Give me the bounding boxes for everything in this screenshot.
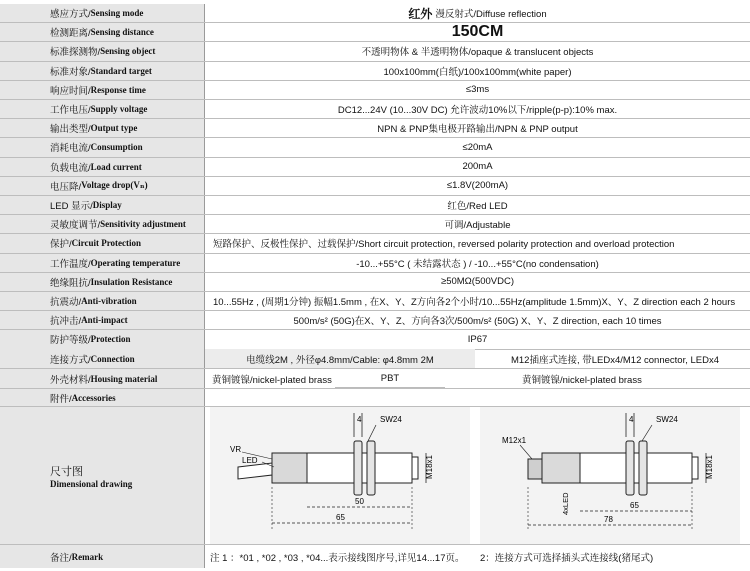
spec-row <box>0 215 750 234</box>
spec-row <box>0 292 750 311</box>
conn-sw-label: SW24 <box>656 415 678 424</box>
conn-nut-1 <box>626 441 634 495</box>
sensor-cap <box>272 453 307 483</box>
housing-connector-material: 黄铜镀镍/nickel-plated brass <box>522 374 642 386</box>
spec-value-text: NPN & PNP集电极开路输出/NPN & PNP output <box>377 124 578 136</box>
spec-label-zh: 抗震动/ <box>50 297 82 309</box>
conn-m18-label: M18x1 <box>705 454 714 479</box>
remark-note-1: 注 1 ：*01 , *02 , *03 , *04...表示接线图序号,详见14...17页。 <box>210 552 465 564</box>
nut-2 <box>367 441 375 495</box>
spec-value-text: 可调/Adjustable <box>444 220 511 232</box>
connector-sensor-drawing <box>480 407 740 544</box>
spec-value <box>205 292 750 310</box>
sw-label: SW24 <box>380 415 402 424</box>
spec-value <box>205 196 750 214</box>
cable-shape <box>238 463 272 479</box>
spec-label-zh: LED 显示/ <box>50 201 93 213</box>
spec-label-en: Anti-vibration <box>81 296 137 307</box>
sw-leader <box>368 425 376 441</box>
spec-value-text: ≤20mA <box>462 141 493 153</box>
spec-row <box>0 158 750 177</box>
housing-label: 外壳材料/ Housing material <box>0 369 205 388</box>
spec-label <box>0 42 205 60</box>
spec-label-zh: 检测距离/ <box>50 28 91 40</box>
spec-label-zh: 绝缘阻抗/ <box>50 277 91 289</box>
spec-value <box>205 177 750 195</box>
spec-value-text: 10...55Hz , (周期1分钟) 振幅1.5mm , 在X、Y、Z方向各2个小时/10...55Hz(amplitude 1.5mm)X、Y、Z direction each 2 hours <box>213 297 736 309</box>
spec-label-zh: 响应时间/ <box>50 85 91 97</box>
m18-label: M18x1 <box>425 454 434 479</box>
spec-row <box>0 81 750 100</box>
spec-label <box>0 158 205 176</box>
spec-value <box>205 81 750 99</box>
cable-sensor-drawing <box>210 407 470 544</box>
spec-value <box>205 311 750 329</box>
spec-value <box>205 4 750 22</box>
led-count-label: 4xLED <box>561 492 570 515</box>
spec-label-zh: 标准探测物/ <box>50 47 101 59</box>
spec-label <box>0 62 205 80</box>
spec-label-zh: 消耗电流/ <box>50 143 91 155</box>
spec-label <box>0 177 205 195</box>
remark-label: 备注/ Remark <box>0 545 205 568</box>
spec-value-text: 红色/Red LED <box>447 201 508 213</box>
spec-value <box>205 119 750 137</box>
spec-value <box>205 100 750 118</box>
spec-row <box>0 138 750 157</box>
spec-row <box>0 42 750 61</box>
nut-1 <box>354 441 362 495</box>
spec-value <box>205 254 750 272</box>
spec-label-zh: 负载电流/ <box>50 162 91 174</box>
spec-row <box>0 330 750 349</box>
spec-value-text: -10...+55°C ( 未结露状态 ) / -10...+55°C(no condensation) <box>356 258 599 270</box>
spec-label <box>0 138 205 156</box>
top-dim-label: 4 <box>357 415 362 424</box>
conn-sensor-cap <box>542 453 580 483</box>
spec-label <box>0 330 205 348</box>
spec-label-zh: 灵敏度调节/ <box>50 220 101 232</box>
spec-label-en: Sensing distance <box>90 27 154 38</box>
m12-leader <box>520 445 532 459</box>
spec-value-text: IP67 <box>467 333 488 345</box>
spec-label-en: Supply voltage <box>90 104 148 115</box>
spec-label-en: Voltage drop(Vₙ) <box>81 180 148 191</box>
spec-label <box>0 100 205 118</box>
spec-label-en: Output type <box>90 123 138 134</box>
spec-label <box>0 196 205 214</box>
spec-row <box>0 273 750 292</box>
spec-value <box>205 234 750 252</box>
connection-label: 连接方式/ Connection <box>0 349 205 368</box>
spec-label <box>0 215 205 233</box>
spec-value <box>205 330 750 348</box>
spec-value-bold: 红外 <box>408 6 433 21</box>
dimensional-row <box>0 407 750 544</box>
remark-note-2: 2：连接方式可选择插头式连接线(猪尾式) <box>480 552 654 564</box>
spec-label-en: Protection <box>90 334 131 345</box>
spec-value-text: ≥50MΩ(500VDC) <box>440 276 515 288</box>
spec-label-en: Insulation Resistance <box>90 276 173 287</box>
spec-label <box>0 292 205 310</box>
spec-label-zh: 电压降/ <box>50 181 82 193</box>
spec-label-zh: 标准对象/ <box>50 66 91 78</box>
spec-value <box>205 215 750 233</box>
spec-value-text: 100x100mm(白纸)/100x100mm(white paper) <box>383 66 572 78</box>
spec-label-zh: 感应方式/ <box>50 9 91 21</box>
m12-connector <box>528 459 542 479</box>
spec-label <box>0 273 205 291</box>
conn-thread-end <box>692 457 698 479</box>
spec-row <box>0 23 750 42</box>
spec-value-text: 不透明物体 & 半透明物体/opaque & translucent objects <box>361 47 594 59</box>
housing-cable-material: 黄铜镀镍/nickel-plated brass <box>212 374 332 386</box>
spec-row <box>0 311 750 330</box>
spec-row <box>0 4 750 23</box>
dim-65b-label: 65 <box>630 501 639 510</box>
spec-value-text: ≤3ms <box>465 84 490 96</box>
dim-65-label: 65 <box>336 513 345 522</box>
remark-row <box>0 544 750 568</box>
spec-label <box>0 234 205 252</box>
conn-sw-leader <box>642 425 652 441</box>
spec-value-rest: 漫反射式/Diffuse reflection <box>435 9 547 21</box>
m12-label: M12x1 <box>502 436 527 445</box>
conn-top-dim-label: 4 <box>629 415 634 424</box>
connector-sensor-svg <box>480 407 740 544</box>
spec-label-zh: 防护等级/ <box>50 335 91 347</box>
conn-nut-2 <box>639 441 647 495</box>
spec-label-en: Sensing mode <box>90 8 144 19</box>
spec-value <box>205 42 750 60</box>
spec-label-en: Consumption <box>90 142 143 153</box>
spec-value <box>205 62 750 80</box>
spec-value <box>205 158 750 176</box>
spec-label <box>0 81 205 99</box>
led-label: LED <box>242 456 258 465</box>
accessories-label: 附件/ Accessories <box>0 389 205 406</box>
spec-row <box>0 119 750 138</box>
spec-row <box>0 234 750 253</box>
connection-row <box>0 349 750 369</box>
spec-value-text: DC12...24V (10...30V DC) 允许波动10%以下/ripple(p-p):10% max. <box>337 105 618 117</box>
spec-row <box>0 254 750 273</box>
spec-label-en: Operating temperature <box>90 257 181 268</box>
vr-label: VR <box>230 445 242 454</box>
spec-value-text: 200mA <box>462 161 493 173</box>
spec-value-text: 500m/s² (50G)在X、Y、Z、方向各3次/500m/s² (50G) X、Y、Z direction, each 10 times <box>293 316 662 328</box>
connection-connector: M12插座式连接, 带LEDx4/M12 connector, LEDx4 <box>510 354 720 366</box>
spec-value-text: ≤1.8V(200mA) <box>446 180 509 192</box>
spec-label <box>0 4 205 22</box>
spec-label-zh: 工作电压/ <box>50 105 91 117</box>
spec-value <box>205 23 750 41</box>
spec-label-en: Display <box>92 200 122 211</box>
accessories-row <box>0 389 750 407</box>
spec-label-en: Anti-impact <box>81 315 128 326</box>
dim-78-label: 78 <box>604 515 613 524</box>
thread-end <box>412 457 418 479</box>
spec-label-en: Response time <box>90 84 146 95</box>
housing-row <box>0 369 750 389</box>
spec-label-zh: 输出类型/ <box>50 124 91 136</box>
cable-sensor-svg <box>210 407 470 544</box>
spec-label-en: Load current <box>90 161 142 172</box>
spec-label-en: Sensing object <box>100 46 156 57</box>
spec-label <box>0 119 205 137</box>
spec-value-text: 短路保护、反极性保护、过载保护/Short circuit protection, reversed polarity protection and overload protection <box>213 239 675 251</box>
spec-value-text: 150CM <box>451 23 504 41</box>
spec-row <box>0 177 750 196</box>
spec-label-en: Standard target <box>90 65 152 76</box>
dimensional-label: 尺寸图 Dimensional drawing <box>0 407 205 544</box>
spec-label <box>0 254 205 272</box>
spec-label-zh: 工作温度/ <box>50 258 91 270</box>
spec-row <box>0 196 750 215</box>
spec-row <box>0 100 750 119</box>
spec-row <box>0 62 750 81</box>
spec-label-zh: 保护/ <box>50 239 72 251</box>
spec-label-en: Circuit Protection <box>71 238 142 249</box>
spec-value <box>205 273 750 291</box>
spec-label-zh: 抗冲击/ <box>50 316 82 328</box>
housing-pbt: PBT <box>335 369 445 388</box>
dim-50-label: 50 <box>355 497 364 506</box>
connection-cable: 电缆线2M , 外径φ4.8mm/Cable: φ4.8mm 2M <box>205 349 475 368</box>
spec-label-en: Sensitivity adjustment <box>100 219 186 230</box>
spec-label <box>0 311 205 329</box>
spec-value <box>205 138 750 156</box>
spec-label <box>0 23 205 41</box>
